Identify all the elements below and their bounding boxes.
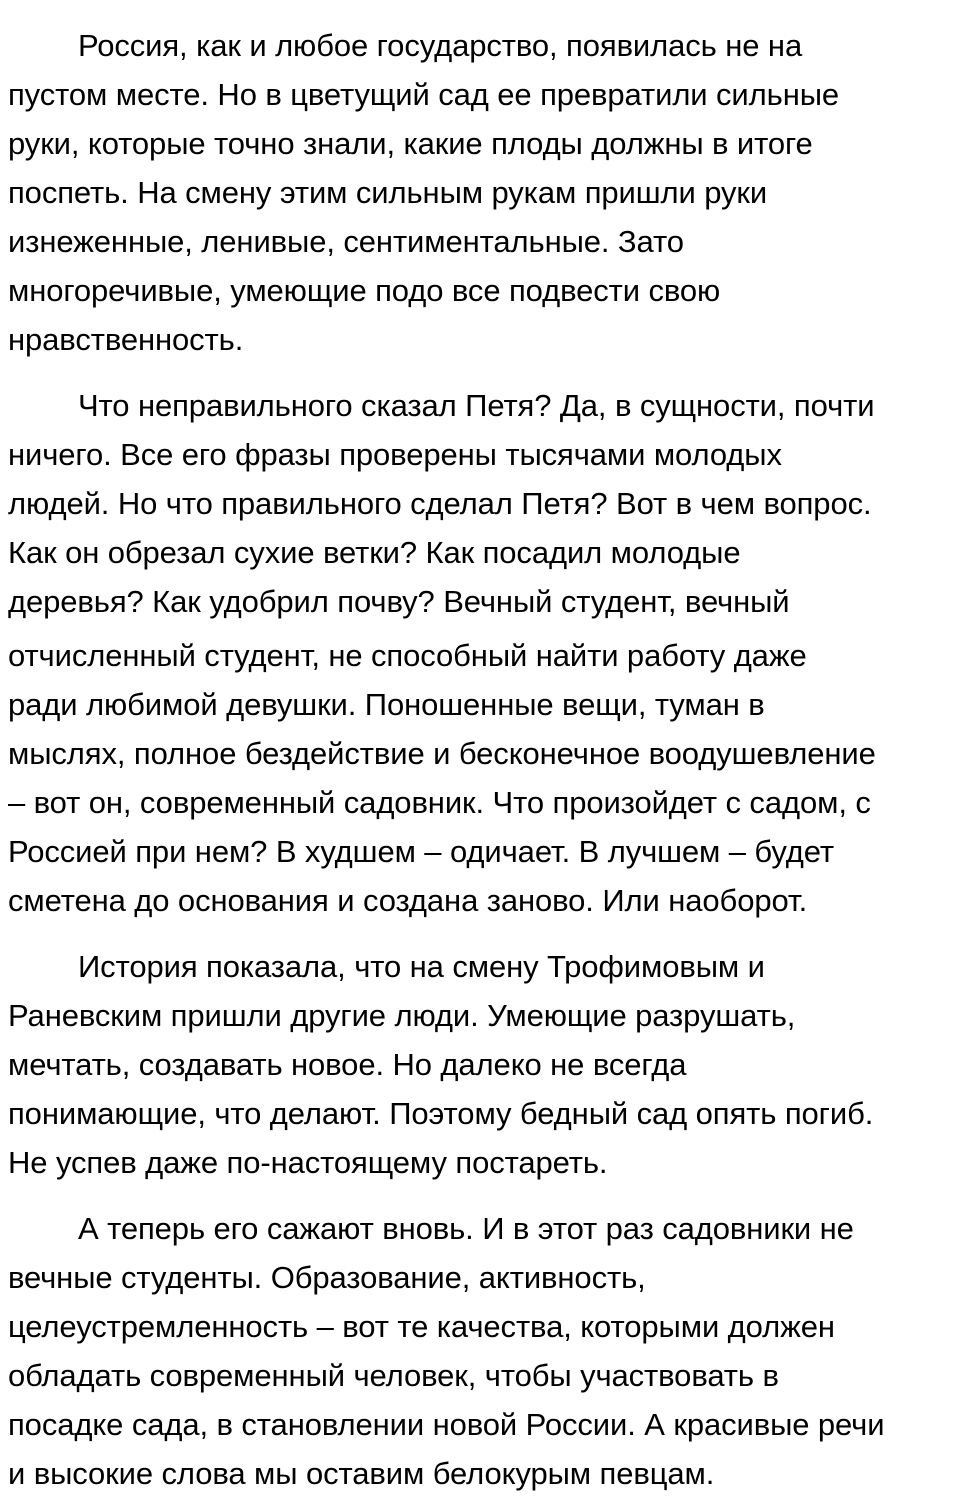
paragraph-2-line-3: людей. Но что правильного сделал Петя? Вот в чем вопрос.: [8, 486, 872, 521]
paragraph-2-line-1: Что неправильного сказал Петя? Да, в сущности, почти: [78, 388, 875, 423]
paragraph-1-line-5: изнеженные, ленивые, сентиментальные. Зато: [8, 224, 684, 259]
paragraph-1-line-2: пустом месте. Но в цветущий сад ее превратили сильные: [8, 77, 840, 112]
paragraph-2-line-7: ради любимой девушки. Поношенные вещи, туман в: [8, 687, 765, 722]
paragraph-1-line-6: многоречивые, умеющие подо все подвести свою: [8, 273, 721, 308]
paragraph-2-line-10: Россией при нем? В худшем – одичает. В лучшем – будет: [8, 834, 834, 869]
paragraph-4-line-4: обладать современный человек, чтобы участвовать в: [8, 1358, 779, 1393]
paragraph-1-line-7: нравственность.: [8, 322, 244, 357]
paragraph-1-line-4: поспеть. На смену этим сильным рукам пришли руки: [8, 175, 768, 210]
paragraph-3-line-2: Раневским пришли другие люди. Умеющие разрушать,: [8, 998, 796, 1033]
paragraph-2-line-5: деревья? Как удобрил почву? Вечный студент, вечный: [8, 584, 790, 619]
paragraph-4-line-1: А теперь его сажают вновь. И в этот раз садовники не: [78, 1211, 854, 1246]
paragraph-3-line-1: История показала, что на смену Трофимовым и: [78, 949, 765, 984]
paragraph-3-line-4: понимающие, что делают. Поэтому бедный сад опять погиб.: [8, 1096, 874, 1131]
paragraph-2-line-4: Как он обрезал сухие ветки? Как посадил молодые: [8, 535, 741, 570]
paragraph-4-line-5: посадке сада, в становлении новой России. А красивые речи: [8, 1407, 885, 1442]
paragraph-1-line-1: Россия, как и любое государство, появилась не на: [78, 28, 803, 63]
paragraph-4-line-6: и высокие слова мы оставим белокурым певцам.: [8, 1456, 715, 1491]
paragraph-2-line-2: ничего. Все его фразы проверены тысячами молодых: [8, 437, 782, 472]
paragraph-1-line-3: руки, которые точно знали, какие плоды должны в итоге: [8, 126, 813, 161]
paragraph-4-line-2: вечные студенты. Образование, активность,: [8, 1260, 646, 1295]
paragraph-3-line-3: мечтать, создавать новое. Но далеко не всегда: [8, 1047, 687, 1082]
paragraph-2-line-8: мыслях, полное бездействие и бесконечное воодушевление: [8, 736, 876, 771]
paragraph-2-line-6: отчисленный студент, не способный найти работу даже: [8, 638, 807, 673]
paragraph-4-line-3: целеустремленность – вот те качества, которыми должен: [8, 1309, 835, 1344]
paragraph-3-line-5: Не успев даже по-настоящему постареть.: [8, 1145, 608, 1180]
paragraph-2-line-9: – вот он, современный садовник. Что произойдет с садом, с: [8, 785, 871, 820]
paragraph-2-line-11: сметена до основания и создана заново. Или наоборот.: [8, 883, 808, 918]
